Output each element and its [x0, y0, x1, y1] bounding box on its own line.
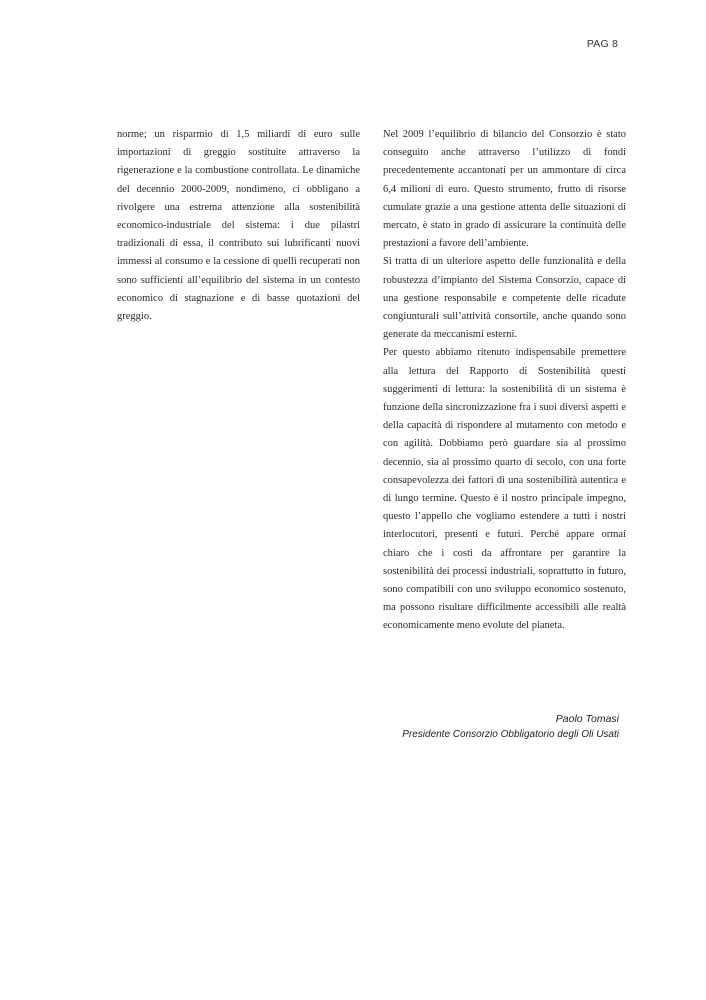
page-number: PAG 8 — [586, 38, 618, 50]
body-paragraph: Si tratta di un ulteriore aspetto delle funzionalità e della robustezza d’impianto del Sistema Consorzio, capace di una gestione responsabile e competente delle ricadute congiunturali sull’attività consortile, anche quando sono generate da meccanismi esterni. — [383, 256, 626, 341]
left-text-column — [117, 126, 360, 326]
right-text-column — [383, 126, 626, 636]
signature-block — [402, 712, 619, 742]
signatory-role: Presidente Consorzio Obbligatorio degli Oli Usati — [402, 729, 619, 740]
body-paragraph: Per questo abbiamo ritenuto indispensabile premettere alla lettura del Rapporto di Sostenibilità questi suggerimenti di lettura: la sostenibilità di un sistema è funzione della sincronizzazione fra i suoi diversi aspetti e della capacità di rispondere al mutamento con metodo e con agilità. Dobbiamo però guardare sia al prossimo decennio, sia al prossimo quarto di secolo, con una forte consapevolezza dei fattori di una sostenibilità autentica e di lungo termine. Questo è il nostro principale impegno, questo l’appello che vogliamo estendere a tutti i nostri interlocutori, presenti e futuri. Perché appare ormai chiaro che i costi da affrontare per garantire la sostenibilità dei processi industriali, soprattutto in futuro, sono compatibili con uno sviluppo economico sostenuto, ma possono risultare difficilmente accessibili alle realtà economicamente meno evolute del pianeta. — [383, 347, 626, 632]
signatory-name: Paolo Tomasi — [555, 713, 619, 725]
body-paragraph: norme; un risparmio di 1,5 miliardi di euro sulle importazioni di greggio sostituite attraverso la rigenerazione e la combustione controllata. Le dinamiche del decennio 2000-2009, nondimeno, ci obbligano a rivolgere una estrema attenzione alla sostenibilità economico-industriale del sistema: i due pilastri tradizionali di essa, il contributo sui lubrificanti nuovi immessi al consumo e la cessione di quelli recuperati non sono sufficienti all’equilibrio del sistema in un contesto economico di stagnazione e di basse quotazioni del greggio. — [117, 129, 360, 323]
body-paragraph: Nel 2009 l’equilibrio di bilancio del Consorzio è stato conseguito anche attraverso l’utilizzo di fondi precedentemente accantonati per un ammontare di circa 6,4 milioni di euro. Questo strumento, frutto di risorse cumulate grazie a una gestione attenta delle situazioni di mercato, è stato in grado di assicurare la continuità delle prestazioni a favore dell’ambiente. — [383, 129, 626, 250]
